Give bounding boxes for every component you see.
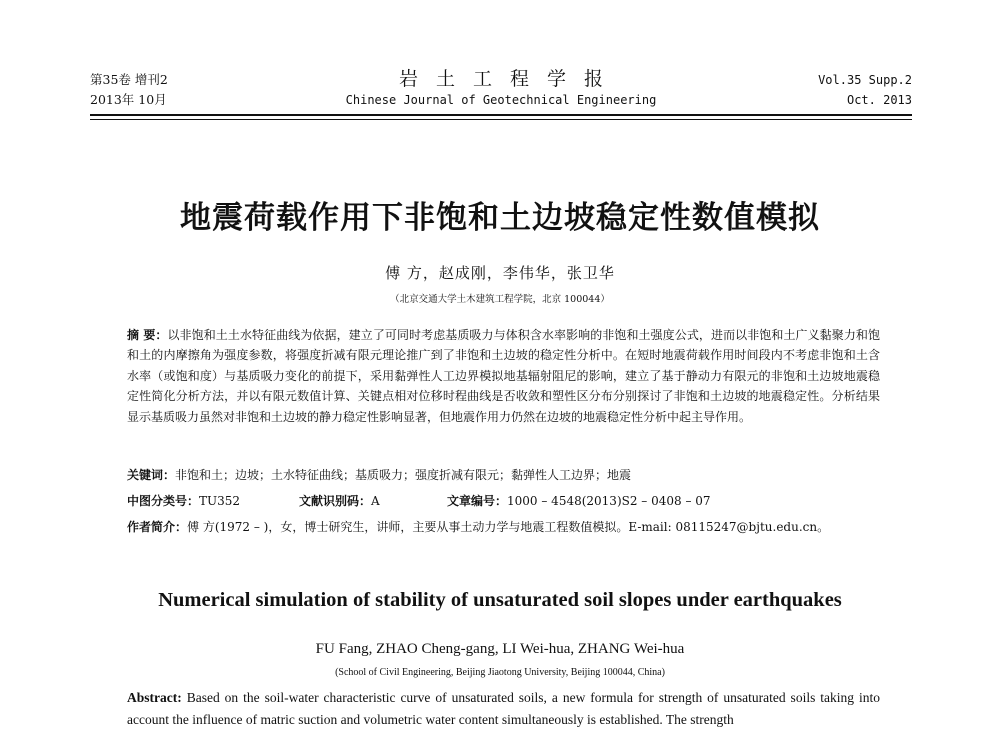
journal-name-cn: 岩土工程学报 xyxy=(398,68,621,90)
doc-code: A xyxy=(371,494,380,508)
abstract-label-cn: 摘 要： xyxy=(127,328,168,342)
classification-line xyxy=(127,492,880,510)
date-cn: 2013年 10月 xyxy=(90,92,167,107)
abstract-text-en: Based on the soil-water characteristic curve of unsaturated soils, a new formula for strength of unsaturated soils taking into account the influence of matric suction and volumetric water content simultaneously is established. The strength xyxy=(127,690,880,727)
date-en: Oct. 2013 xyxy=(846,93,912,107)
keywords-label-cn: 关键词： xyxy=(127,468,176,482)
article-no: 1000 – 4548(2013)S2 – 0408 – 07 xyxy=(507,494,711,508)
clc-label: 中图分类号： xyxy=(127,494,200,508)
affiliation-cn: （北京交通大学土木建筑工程学院，北京 100044） xyxy=(390,294,610,305)
author-bio-cn xyxy=(127,516,880,538)
paper-title-en: Numerical simulation of stability of unsaturated soil slopes under earthquakes xyxy=(158,589,842,611)
running-header xyxy=(90,68,912,112)
clc-number: TU352 xyxy=(199,494,241,508)
abstract-label-en: Abstract: xyxy=(127,690,182,705)
header-rule-thick xyxy=(90,114,912,116)
authors-cn: 傅 方，赵成刚，李伟华，张卫华 xyxy=(385,264,615,282)
volume-issue-en: Vol.35 Supp.2 xyxy=(818,73,912,87)
journal-name-en: Chinese Journal of Geotechnical Engineering xyxy=(345,93,657,107)
header-rule-thin xyxy=(90,119,912,120)
keywords-text-cn: 非饱和土；边坡；土水特征曲线；基质吸力；强度折减有限元；黏弹性人工边界；地震 xyxy=(175,468,632,482)
authors-en: FU Fang, ZHAO Cheng-gang, LI Wei-hua, ZHANG Wei-hua xyxy=(315,641,685,657)
doc-code-label: 文献识别码： xyxy=(299,494,372,508)
volume-issue-cn: 第35卷 增刊2 xyxy=(90,72,168,87)
abstract-cn xyxy=(127,325,880,427)
article-no-label: 文章编号： xyxy=(447,494,508,508)
abstract-en xyxy=(127,687,880,731)
keywords-cn xyxy=(127,466,880,484)
header-center xyxy=(90,68,912,110)
abstract-text-cn: 以非饱和土土水特征曲线为依据，建立了可同时考虑基质吸力与体积含水率影响的非饱和土强度公式，进而以非饱和土广义黏聚力和饱和土的内摩擦角为强度参数，将强度折减有限元理论推广到了非饱和土边坡的稳定性分析中。在短时地震荷载作用时间段内不考虑非饱和土含水率（或饱和度）与基质吸力变化的前提下，采用黏弹性人工边界模拟地基辐射阻尼的影响，建立了基于静动力有限元的非饱和土边坡地震稳定性简化分析方法，并以有限元数值计算、关键点相对位移时程曲线是否收敛和塑性区分布分别探讨了非饱和土边坡的地震稳定性。分析结果显示基质吸力虽然对非饱和土边坡的静力稳定性影响显著，但地震作用力仍然在边坡的地震稳定性分析中起主导作用。 xyxy=(127,328,880,424)
bio-text-cn: 傅 方(1972 – )，女，博士研究生，讲师，主要从事土动力学与地震工程数值模拟。E-mail: 08115247@bjtu.edu.cn。 xyxy=(187,520,830,534)
paper-title-cn: 地震荷载作用下非饱和土边坡稳定性数值模拟 xyxy=(180,200,820,236)
bio-label-cn: 作者简介： xyxy=(127,520,188,534)
affiliation-en: (School of Civil Engineering, Beijing Jiaotong University, Beijing 100044, China) xyxy=(335,667,665,678)
header-right xyxy=(818,70,912,110)
